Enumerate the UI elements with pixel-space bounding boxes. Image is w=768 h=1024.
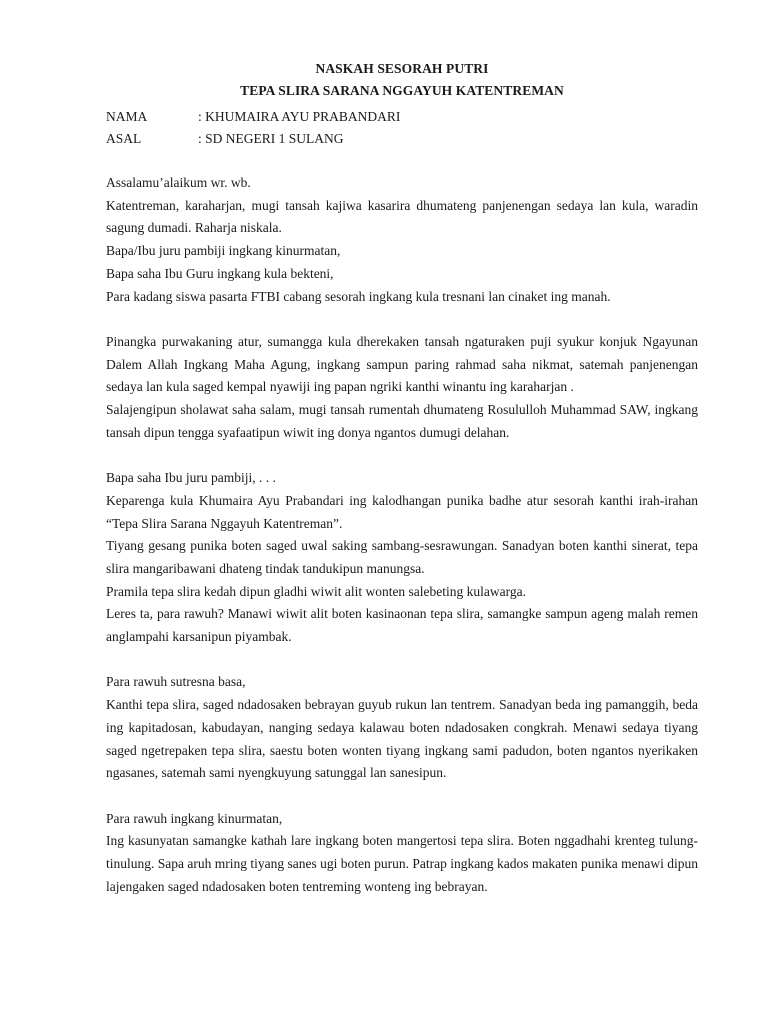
- address-audience-2: Para rawuh ingkang kinurmatan,: [106, 810, 283, 826]
- sholawat-paragraph: Salajengipun sholawat saha salam, mugi tansah rumentah dhumateng Rosululloh Muhammad SAW, ingkang tansah dipun tengga syafaatipun wiwit ing donya ngantos dumugi delahan.: [106, 402, 698, 440]
- address-audience: Para rawuh sutresna basa,: [106, 674, 246, 690]
- gratitude-paragraph: Pinangka purwakaning atur, sumangga kula dherekaken tansah ngaturaken puji syukur konjuk Ngayunan Dalem Allah Ingkang Maha Agung, ingkang sampun paring rahmad saha nikmat, satemah panjenengan sedaya lan kula saged kempal nyawiji ing papan ngriki kanthi winantu ing karaharjan .: [106, 333, 698, 395]
- identity-name-value: : KHUMAIRA AYU PRABANDARI: [198, 109, 401, 124]
- reality-paragraph: Ing kasunyatan samangke kathah lare ingkang boten mangertosi tepa slira. Boten nggadhahi krenteg tulung-tinulung. Sapa aruh mring tiyang sanes ugi boten purun. Patrap ingkang kados makaten punika menawi dipun lajengaken saged ndadosaken boten tentreming wonteng ing bebrayan.: [106, 833, 699, 894]
- identity-origin-row: [106, 128, 698, 150]
- document-title: NASKAH SESORAH PUTRI: [315, 61, 489, 76]
- identity-origin-value: : SD NEGERI 1 SULANG: [198, 131, 344, 146]
- harmony-paragraph: Kanthi tepa slira, saged ndadosaken bebrayan guyub rukun lan tentrem. Sanadyan beda ing pamanggih, beda ing kapitadosan, kabudayan, nanging sedaya kalawau boten ndadosaken congkrah. Menawi sedaya tiyang saged ngetrepaken tepa slira, saestu boten wonten tiyang ingkang sami padudon, boten ngantos nyerikaken ngasanes, satemah sami nyengkuyung satunggal lan sanesipun.: [106, 697, 698, 781]
- spacer: [106, 649, 698, 672]
- document-subtitle: TEPA SLIRA SARANA NGGAYUH KATENTREMAN: [240, 83, 564, 98]
- spacer: [106, 444, 698, 467]
- identity-name-label: NAMA: [106, 109, 148, 124]
- address-participants: Para kadang siswa pasarta FTBI cabang sesorah ingkang kula tresnani lan cinaket ing manah.: [106, 288, 611, 304]
- family-training-paragraph: Pramila tepa slira kedah dipun gladhi wiwit alit wonten salebeting kulawarga.: [106, 583, 527, 599]
- address-judges: Bapa/Ibu juru pambiji ingkang kinurmatan,: [106, 243, 341, 259]
- spacer: [106, 785, 698, 808]
- greeting-paragraph: Assalamu’alaikum wr. wb.: [106, 175, 251, 190]
- opening-wish-paragraph: Katentreman, karaharjan, mugi tansah kajiwa kasarira dhumateng panjenengan sedaya lan kula, waradin sagung dumadi. Raharja niskala.: [106, 197, 698, 236]
- social-life-paragraph: Tiyang gesang punika boten saged uwal saking sambang-sesrawungan. Sanadyan boten kanthi sinerat, tepa slira mangaribawani dhateng tindak tandukipun manungsa.: [106, 538, 698, 576]
- identity-origin-label: ASAL: [106, 131, 142, 146]
- rhetorical-question-paragraph: Leres ta, para rawuh? Manawi wiwit alit boten kasinaonan tepa slira, samangke sampun ageng malah remen anglampahi karsanipun piyambak.: [106, 606, 698, 645]
- spacer: [106, 308, 698, 331]
- document-page: [106, 58, 698, 898]
- identity-name-row: [106, 106, 698, 128]
- address-teachers: Bapa saha Ibu Guru ingkang kula bekteni,: [106, 265, 334, 281]
- topic-intro-paragraph: Keparenga kula Khumaira Ayu Prabandari ing kalodhangan punika badhe atur sesorah kanthi irah-irahan “Tepa Slira Sarana Nggayuh Katentreman”.: [106, 492, 698, 531]
- spacer: [106, 150, 698, 172]
- address-judges-2: Bapa saha Ibu juru pambiji, . . .: [106, 470, 276, 486]
